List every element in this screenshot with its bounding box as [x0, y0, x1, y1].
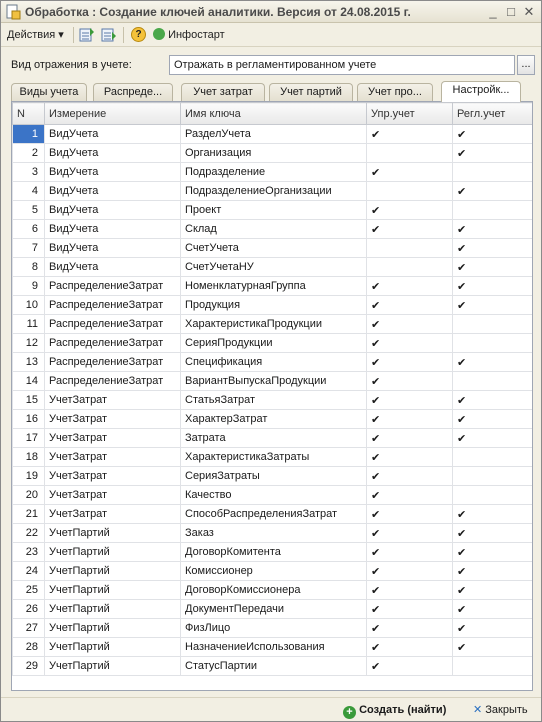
key-name-cell[interactable]: СтатьяЗатрат [181, 391, 367, 410]
key-name-cell[interactable]: Затрата [181, 429, 367, 448]
column-header-key-name[interactable]: Имя ключа [181, 103, 367, 125]
minimize-button[interactable]: _ [489, 4, 497, 19]
row-number[interactable]: 12 [13, 334, 45, 353]
check-icon: ✔ [371, 603, 381, 616]
dimension-cell[interactable]: УчетЗатрат [45, 410, 181, 429]
key-name-cell[interactable]: Качество [181, 486, 367, 505]
dimension-cell[interactable]: РаспределениеЗатрат [45, 296, 181, 315]
management-checkbox[interactable] [367, 296, 453, 315]
key-name-cell[interactable]: Подразделение [181, 163, 367, 182]
regulated-checkbox[interactable] [453, 410, 533, 429]
check-icon: ✔ [457, 280, 467, 293]
row-number[interactable]: 18 [13, 448, 45, 467]
check-icon: ✔ [371, 299, 381, 312]
management-checkbox[interactable] [367, 391, 453, 410]
column-header-number[interactable]: N [13, 103, 45, 125]
regulated-checkbox[interactable] [453, 619, 533, 638]
table-row[interactable] [13, 182, 533, 201]
toolbar-divider [123, 27, 124, 43]
row-number[interactable]: 26 [13, 600, 45, 619]
check-icon: ✔ [457, 242, 467, 255]
check-icon: ✔ [457, 508, 467, 521]
row-number[interactable]: 10 [13, 296, 45, 315]
management-checkbox[interactable] [367, 638, 453, 657]
key-name-cell[interactable]: Комиссионер [181, 562, 367, 581]
create-label: Создать (найти) [359, 704, 447, 716]
table-row[interactable] [13, 353, 533, 372]
check-icon: ✔ [457, 147, 467, 160]
check-icon: ✔ [371, 337, 381, 350]
check-icon: ✔ [371, 413, 381, 426]
row-number[interactable]: 15 [13, 391, 45, 410]
document-icon [5, 4, 21, 20]
dimension-cell[interactable]: УчетПартий [45, 543, 181, 562]
row-number[interactable]: 13 [13, 353, 45, 372]
table-row[interactable] [13, 638, 533, 657]
regulated-checkbox[interactable] [453, 163, 533, 182]
dimension-cell[interactable]: УчетПартий [45, 638, 181, 657]
maximize-button[interactable]: □ [507, 4, 515, 19]
reflection-choose-button[interactable]: ... [517, 55, 535, 75]
regulated-checkbox[interactable] [453, 372, 533, 391]
key-name-cell[interactable]: ХарактеристикаЗатраты [181, 448, 367, 467]
key-name-cell[interactable]: Спецификация [181, 353, 367, 372]
check-icon: ✔ [457, 413, 467, 426]
dimension-cell[interactable]: УчетПартий [45, 562, 181, 581]
management-checkbox[interactable] [367, 581, 453, 600]
column-header-regulated[interactable]: Регл.учет [453, 103, 533, 125]
dimension-cell[interactable]: ВидУчета [45, 239, 181, 258]
infostart-icon [153, 28, 165, 40]
regulated-checkbox[interactable] [453, 182, 533, 201]
regulated-checkbox[interactable] [453, 220, 533, 239]
table-row[interactable] [13, 562, 533, 581]
dimension-cell[interactable]: УчетЗатрат [45, 448, 181, 467]
row-number[interactable]: 9 [13, 277, 45, 296]
dimension-cell[interactable]: УчетПартий [45, 657, 181, 676]
dimension-cell[interactable]: УчетЗатрат [45, 391, 181, 410]
table-header-row [13, 103, 533, 125]
plus-icon: + [343, 706, 356, 719]
check-icon: ✔ [457, 394, 467, 407]
table-row[interactable] [13, 391, 533, 410]
check-icon: ✔ [371, 223, 381, 236]
management-checkbox[interactable] [367, 524, 453, 543]
check-icon: ✔ [371, 375, 381, 388]
check-icon: ✔ [371, 508, 381, 521]
management-checkbox[interactable] [367, 467, 453, 486]
table-row[interactable] [13, 372, 533, 391]
row-number[interactable]: 24 [13, 562, 45, 581]
key-name-cell[interactable]: ВариантВыпускаПродукции [181, 372, 367, 391]
dimension-cell[interactable]: ВидУчета [45, 163, 181, 182]
key-name-cell[interactable]: ДоговорКомиссионера [181, 581, 367, 600]
management-checkbox[interactable] [367, 125, 453, 144]
key-name-cell[interactable]: НоменклатурнаяГруппа [181, 277, 367, 296]
dimension-cell[interactable]: УчетЗатрат [45, 467, 181, 486]
regulated-checkbox[interactable] [453, 486, 533, 505]
row-number[interactable]: 6 [13, 220, 45, 239]
dimension-cell[interactable]: УчетПартий [45, 600, 181, 619]
management-checkbox[interactable] [367, 486, 453, 505]
footer-bar [1, 697, 541, 721]
dimension-cell[interactable]: РаспределениеЗатрат [45, 334, 181, 353]
actions-label: Действия [7, 29, 56, 41]
table-row[interactable] [13, 220, 533, 239]
regulated-checkbox[interactable] [453, 144, 533, 163]
regulated-checkbox[interactable] [453, 562, 533, 581]
key-name-cell[interactable]: ФизЛицо [181, 619, 367, 638]
management-checkbox[interactable] [367, 163, 453, 182]
regulated-checkbox[interactable] [453, 239, 533, 258]
check-icon: ✔ [457, 546, 467, 559]
column-header-dimension[interactable]: Измерение [45, 103, 181, 125]
dimension-cell[interactable]: УчетПартий [45, 524, 181, 543]
regulated-checkbox[interactable] [453, 201, 533, 220]
table-row[interactable] [13, 239, 533, 258]
close-label: Закрыть [485, 704, 528, 716]
toolbar-divider [73, 27, 74, 43]
tab-batch-accounting[interactable]: Учет партий [269, 83, 353, 101]
row-number[interactable]: 2 [13, 144, 45, 163]
row-number[interactable]: 20 [13, 486, 45, 505]
check-icon: ✔ [457, 584, 467, 597]
management-checkbox[interactable] [367, 657, 453, 676]
management-checkbox[interactable] [367, 220, 453, 239]
export-table-icon[interactable] [101, 27, 117, 43]
dimension-cell[interactable]: УчетПартий [45, 581, 181, 600]
check-icon: ✔ [371, 166, 381, 179]
check-icon: ✔ [371, 470, 381, 483]
table-row[interactable] [13, 144, 533, 163]
dimension-cell[interactable]: РаспределениеЗатрат [45, 353, 181, 372]
key-name-cell[interactable]: НазначениеИспользования [181, 638, 367, 657]
check-icon: ✔ [371, 527, 381, 540]
management-checkbox[interactable] [367, 372, 453, 391]
key-name-cell[interactable]: СпособРаспределенияЗатрат [181, 505, 367, 524]
chevron-down-icon: ▾ [58, 29, 64, 41]
regulated-checkbox[interactable] [453, 258, 533, 277]
check-icon: ✔ [371, 280, 381, 293]
management-checkbox[interactable] [367, 182, 453, 201]
key-name-cell[interactable]: Продукция [181, 296, 367, 315]
tab-bar [1, 81, 541, 101]
check-icon: ✔ [371, 204, 381, 217]
key-name-cell[interactable]: СтатусПартии [181, 657, 367, 676]
row-number[interactable]: 4 [13, 182, 45, 201]
check-icon: ✔ [457, 356, 467, 369]
regulated-checkbox[interactable] [453, 467, 533, 486]
regulated-checkbox[interactable] [453, 277, 533, 296]
dimension-cell[interactable]: УчетЗатрат [45, 486, 181, 505]
check-icon: ✔ [457, 261, 467, 274]
key-name-cell[interactable]: Организация [181, 144, 367, 163]
regulated-checkbox[interactable] [453, 581, 533, 600]
dimension-cell[interactable]: РаспределениеЗатрат [45, 372, 181, 391]
regulated-checkbox[interactable] [453, 505, 533, 524]
key-name-cell[interactable]: ДоговорКомитента [181, 543, 367, 562]
management-checkbox[interactable] [367, 334, 453, 353]
table-row[interactable] [13, 448, 533, 467]
key-name-cell[interactable]: ПодразделениеОрганизации [181, 182, 367, 201]
window-title: Обработка : Создание ключей аналитики. Версия от 24.08.2015 г. [25, 5, 411, 19]
regulated-checkbox[interactable] [453, 657, 533, 676]
table-row[interactable] [13, 429, 533, 448]
row-number[interactable]: 7 [13, 239, 45, 258]
management-checkbox[interactable] [367, 448, 453, 467]
key-name-cell[interactable]: Проект [181, 201, 367, 220]
key-name-cell[interactable]: СерияЗатраты [181, 467, 367, 486]
check-icon: ✔ [371, 356, 381, 369]
key-name-cell[interactable]: ДокументПередачи [181, 600, 367, 619]
regulated-checkbox[interactable] [453, 543, 533, 562]
check-icon: ✔ [457, 527, 467, 540]
table-row[interactable] [13, 619, 533, 638]
dimension-cell[interactable]: РаспределениеЗатрат [45, 315, 181, 334]
check-icon: ✔ [457, 299, 467, 312]
check-icon: ✔ [371, 565, 381, 578]
dimension-cell[interactable]: ВидУчета [45, 258, 181, 277]
management-checkbox[interactable] [367, 201, 453, 220]
table-row[interactable] [13, 296, 533, 315]
table-row[interactable] [13, 524, 533, 543]
management-checkbox[interactable] [367, 562, 453, 581]
management-checkbox[interactable] [367, 277, 453, 296]
table-row[interactable] [13, 410, 533, 429]
check-icon: ✔ [457, 128, 467, 141]
reflection-label: Вид отражения в учете: [11, 59, 132, 71]
management-checkbox[interactable] [367, 505, 453, 524]
key-name-cell[interactable]: СчетУчета [181, 239, 367, 258]
check-icon: ✔ [457, 641, 467, 654]
regulated-checkbox[interactable] [453, 296, 533, 315]
row-number[interactable]: 21 [13, 505, 45, 524]
dimension-cell[interactable]: УчетЗатрат [45, 505, 181, 524]
management-checkbox[interactable] [367, 258, 453, 277]
row-number[interactable]: 23 [13, 543, 45, 562]
key-name-cell[interactable]: СерияПродукции [181, 334, 367, 353]
title-bar [1, 1, 541, 23]
dimension-cell[interactable]: РаспределениеЗатрат [45, 277, 181, 296]
table-row[interactable] [13, 600, 533, 619]
check-icon: ✔ [457, 622, 467, 635]
reflection-field[interactable]: Отражать в регламентированном учете [169, 55, 515, 75]
table-row[interactable] [13, 505, 533, 524]
dimension-cell[interactable]: ВидУчета [45, 144, 181, 163]
row-number[interactable]: 27 [13, 619, 45, 638]
table-row[interactable] [13, 334, 533, 353]
fill-table-icon[interactable] [79, 27, 95, 43]
dimension-cell[interactable]: ВидУчета [45, 201, 181, 220]
tab-settings[interactable]: Настройк... [441, 81, 521, 102]
tab-production[interactable]: Учет про... [357, 83, 433, 101]
dimension-cell[interactable]: ВидУчета [45, 125, 181, 144]
check-icon: ✔ [371, 489, 381, 502]
tab-accounting-types[interactable]: Виды учета [11, 83, 87, 101]
check-icon: ✔ [457, 432, 467, 445]
check-icon: ✔ [457, 185, 467, 198]
check-icon: ✔ [371, 394, 381, 407]
row-number[interactable]: 17 [13, 429, 45, 448]
check-icon: ✔ [371, 660, 381, 673]
row-number[interactable]: 29 [13, 657, 45, 676]
row-number[interactable]: 22 [13, 524, 45, 543]
check-icon: ✔ [371, 318, 381, 331]
row-number[interactable]: 28 [13, 638, 45, 657]
table-row[interactable] [13, 201, 533, 220]
check-icon: ✔ [371, 641, 381, 654]
regulated-checkbox[interactable] [453, 353, 533, 372]
regulated-checkbox[interactable] [453, 448, 533, 467]
infostart-label: Инфостарт [168, 29, 225, 41]
row-number[interactable]: 19 [13, 467, 45, 486]
actions-menu[interactable] [7, 27, 64, 43]
dimension-cell[interactable]: УчетЗатрат [45, 429, 181, 448]
regulated-checkbox[interactable] [453, 334, 533, 353]
management-checkbox[interactable] [367, 144, 453, 163]
dimension-cell[interactable]: ВидУчета [45, 182, 181, 201]
dimension-cell[interactable]: УчетПартий [45, 619, 181, 638]
key-name-cell[interactable]: СчетУчетаНУ [181, 258, 367, 277]
check-icon: ✔ [371, 546, 381, 559]
table-row[interactable] [13, 581, 533, 600]
create-button[interactable] [343, 700, 446, 720]
regulated-checkbox[interactable] [453, 429, 533, 448]
check-icon: ✔ [457, 223, 467, 236]
row-number[interactable]: 8 [13, 258, 45, 277]
regulated-checkbox[interactable] [453, 524, 533, 543]
table-row[interactable] [13, 486, 533, 505]
row-number[interactable]: 25 [13, 581, 45, 600]
tab-cost-accounting[interactable]: Учет затрат [181, 83, 265, 101]
row-number[interactable]: 16 [13, 410, 45, 429]
key-name-cell[interactable]: Заказ [181, 524, 367, 543]
management-checkbox[interactable] [367, 600, 453, 619]
dimension-cell[interactable]: ВидУчета [45, 220, 181, 239]
toolbar [1, 23, 541, 47]
regulated-checkbox[interactable] [453, 391, 533, 410]
check-icon: ✔ [371, 622, 381, 635]
regulated-checkbox[interactable] [453, 125, 533, 144]
close-icon: ✕ [473, 704, 483, 716]
regulated-checkbox[interactable] [453, 638, 533, 657]
table-row[interactable] [13, 258, 533, 277]
close-window-button[interactable]: ✕ [523, 4, 535, 19]
tab-distribution[interactable]: Распреде... [93, 83, 173, 101]
row-number[interactable]: 11 [13, 315, 45, 334]
key-name-cell[interactable]: Склад [181, 220, 367, 239]
table-row[interactable] [13, 277, 533, 296]
key-name-cell[interactable]: РазделУчета [181, 125, 367, 144]
check-icon: ✔ [457, 603, 467, 616]
check-icon: ✔ [371, 584, 381, 597]
check-icon: ✔ [371, 451, 381, 464]
table-row[interactable] [13, 163, 533, 182]
table-row[interactable] [13, 315, 533, 334]
key-name-cell[interactable]: ХарактеристикаПродукции [181, 315, 367, 334]
row-number[interactable]: 14 [13, 372, 45, 391]
key-name-cell[interactable]: ХарактерЗатрат [181, 410, 367, 429]
help-icon[interactable]: ? [131, 27, 146, 42]
management-checkbox[interactable] [367, 619, 453, 638]
table-row[interactable] [13, 125, 533, 144]
check-icon: ✔ [457, 565, 467, 578]
column-header-management[interactable]: Упр.учет [367, 103, 453, 125]
management-checkbox[interactable] [367, 410, 453, 429]
management-checkbox[interactable] [367, 429, 453, 448]
row-number[interactable]: 5 [13, 201, 45, 220]
management-checkbox[interactable] [367, 239, 453, 258]
table-row[interactable] [13, 467, 533, 486]
infostart-button[interactable] [153, 27, 225, 43]
management-checkbox[interactable] [367, 353, 453, 372]
regulated-checkbox[interactable] [453, 315, 533, 334]
management-checkbox[interactable] [367, 543, 453, 562]
check-icon: ✔ [371, 128, 381, 141]
table-row[interactable] [13, 543, 533, 562]
regulated-checkbox[interactable] [453, 600, 533, 619]
row-number[interactable]: 1 [13, 125, 45, 144]
keys-table[interactable] [11, 101, 533, 691]
row-number[interactable]: 3 [13, 163, 45, 182]
management-checkbox[interactable] [367, 315, 453, 334]
check-icon: ✔ [371, 432, 381, 445]
table-row[interactable] [13, 657, 533, 676]
close-button[interactable] [473, 700, 528, 720]
